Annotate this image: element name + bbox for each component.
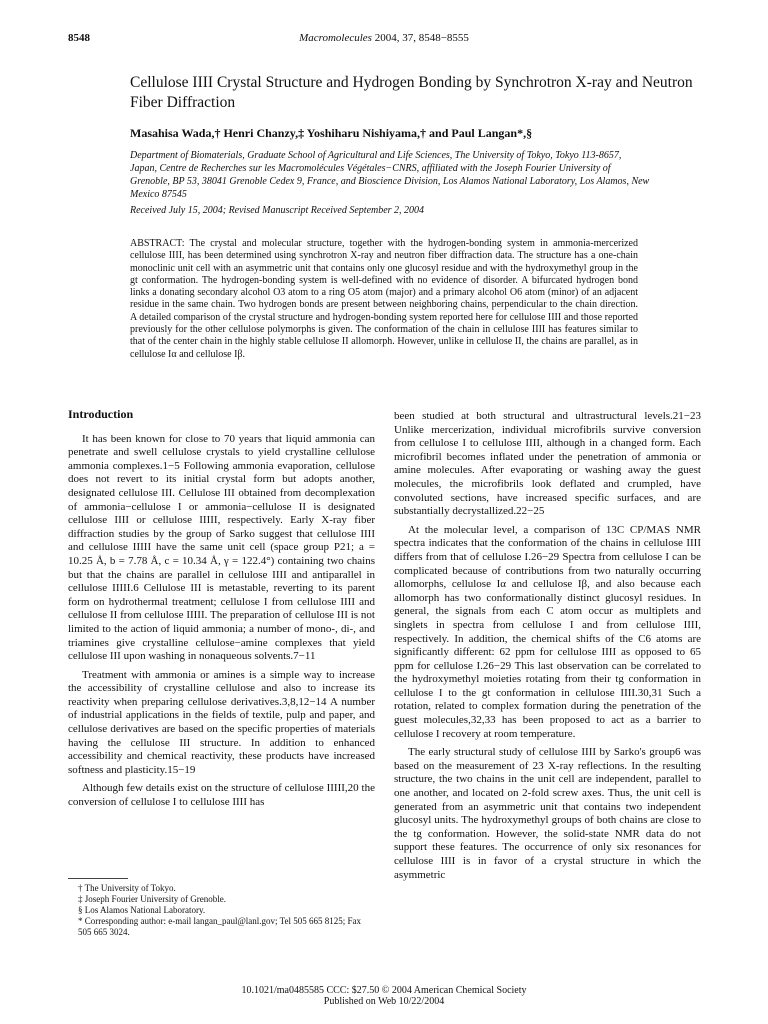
footnote: ‡ Joseph Fourier University of Grenoble. (78, 894, 226, 904)
journal-name: Macromolecules (299, 32, 372, 44)
footnotes (68, 883, 375, 938)
journal-volume-pages: 2004, 37, 8548−8555 (371, 32, 469, 44)
footnote: * Corresponding author: e-mail langan_paul@lanl.gov; Tel 505 665 8125; Fax 505 665 3024. (78, 916, 361, 937)
footnote: § Los Alamos National Laboratory. (78, 905, 206, 915)
paragraph: Although few details exist on the structure of cellulose IIIII,20 the conversion of cellulose I to cellulose IIII has (68, 782, 375, 809)
footnote: † The University of Tokyo. (78, 883, 176, 893)
page-number: 8548 (68, 32, 90, 44)
right-column (394, 410, 701, 887)
section-heading-introduction: Introduction (68, 407, 134, 421)
page-footer (0, 985, 768, 1007)
received-dates: Received July 15, 2004; Revised Manuscript Received September 2, 2004 (130, 205, 425, 216)
affiliations: Department of Biomaterials, Graduate School of Agricultural and Life Sciences, The University of Tokyo, Tokyo 113-8657, Japan, Centre de Recherches sur les Macromolécules Végétales−CNRS, affiliated with the Joseph Fourier University of Grenoble, BP 53, 38041 Grenoble Cedex 9, France, and Bioscience Division, Los Alamos National Laboratory, Los Alamos, New Mexico 87545 (130, 150, 650, 200)
paragraph: The early structural study of cellulose IIII by Sarko's group6 was based on the measurement of 23 X-ray reflections. In the resulting structure, the two chains in the unit cell are independent, parallel to one another, and located on 2-fold screw axes. Thus, the unit cell is generated from an asymmetric unit that contains two independent glucosyl units. The hydroxymethyl groups of both chains are close to the tg conformation. However, the solid-state NMR data do not support these features. The occurrence of only six resonances for cellulose IIII is in favor of a crystal structure in which the asymmetric (394, 746, 701, 881)
article-title: Cellulose IIII Crystal Structure and Hydrogen Bonding by Synchrotron X-ray and Neutron Fiber Diffraction (130, 74, 693, 111)
author-list: Masahisa Wada,† Henri Chanzy,‡ Yoshiharu Nishiyama,† and Paul Langan*,§ (130, 126, 533, 140)
journal-citation (0, 32, 768, 44)
publication-date: Published on Web 10/22/2004 (323, 996, 445, 1007)
doi-copyright: 10.1021/ma0485585 CCC: $27.50 © 2004 American Chemical Society (241, 985, 527, 996)
paragraph: been studied at both structural and ultrastructural levels.21−23 Unlike mercerization, individual microfibrils survive conversion from cellulose I to cellulose IIII, although in a changed form. Each microfibril becomes inflated under the penetration of ammonia or amine molecules. After evaporating or washing away the guest molecules, the microfibrils look deflated and crumpled, have convoluted sections, have increased specific surfaces, and are substantially decrystallized.22−25 (394, 410, 701, 518)
footnote-divider (68, 878, 128, 879)
left-column (68, 404, 375, 815)
paragraph: It has been known for close to 70 years that liquid ammonia can penetrate and swell cellulose crystals to yield crystalline cellulose ammonia complexes.1−5 Following ammonia evaporation, cellulose does not revert to its initial crystal form but adopts another, designated cellulose III. Cellulose III obtained from decomplexation of ammonia−cellulose I or ammonia−cellulose II is designated cellulose IIII or cellulose IIIII, respectively. Early X-ray fiber diffraction studies by the group of Sarko suggest that cellulose IIII and cellulose IIIII have the same unit cell (space group P21; a = 10.25 Å, b = 7.78 Å, c = 10.34 Å, γ = 122.4°) containing two chains but that the chains are parallel in cellulose IIII and antiparallel in cellulose IIIII.6 Cellulose III is metastable, reverting to its parent form on hydrothermal treatment; cellulose I from cellulose IIII and cellulose II from cellulose IIIII. The preparation of cellulose III is not limited to the action of liquid ammonia; a number of mono-, di-, and triamines give crystalline cellulose−amine complexes that yield cellulose III upon washing in nonaqueous solvents.7−11 (68, 432, 375, 663)
paragraph: At the molecular level, a comparison of 13C CP/MAS NMR spectra indicates that the conformation of the chains in cellulose IIII differs from that of cellulose I.26−29 Spectra from cellulose I can be complicated because of contributions from two naturally occurring allomorphs, cellulose Iα and cellulose Iβ, and also because each allomorph has two conformationally distinct glucosyl residues. In general, the signals from each C atom occur as multiplets and singlets in spectra from cellulose I and from cellulose IIII, respectively. In addition, the chemical shifts of the C6 atoms are significantly different: 62 ppm for cellulose IIII as opposed to 65 ppm for cellulose I.26−29 This last observation can be correlated to the hydroxymethyl moieties rotating from their tg conformation in cellulose I to the gt conformation in cellulose IIII.30,31 Such a rotation, related to complex formation during the penetration of the guest molecules,32,33 has been proposed to act as a barrier to cellulose I recovery at room temperature. (394, 523, 701, 740)
paragraph: Treatment with ammonia or amines is a simple way to increase the accessibility of crystalline cellulose and also to increase its reactivity when preparing cellulose derivatives.3,8,12−14 A number of industrial applications in the fields of textile, pulp and paper, and cellulose derivatives are based on the specific properties of materials having the cellulose III structure. In addition to enhanced accessibility and chemical reactivity, these products have increased softness and plasticity.15−19 (68, 668, 375, 776)
abstract: ABSTRACT: The crystal and molecular structure, together with the hydrogen-bonding system in ammonia-mercerized cellulose IIII, has been determined using synchrotron X-ray and neutron fiber diffraction data. The structure has a one-chain monoclinic unit cell with an asymmetric unit that contains only one glucosyl residue and with the hydroxymethyl group in the gt conformation. The hydrogen-bonding system is well-defined with no evidence of disorder. A bifurcated hydrogen bond links a donating secondary alcohol O3 atom to a ring O5 atom (major) and a primary alcohol O6 atom (minor) of an adjacent residue in the same chain. Two hydrogen bonds are present between neighboring chains, perpendicular to the chain direction. A detailed comparison of the crystal structure and hydrogen-bonding system reported here for cellulose IIII and those reported previously for the other cellulose polymorphs is given. The conformation of the chain in cellulose IIII has features similar to that of the center chain in the highly stable cellulose II allomorph. However, unlike in cellulose II, the chains are parallel, as in cellulose Iα and cellulose Iβ. (130, 238, 638, 360)
